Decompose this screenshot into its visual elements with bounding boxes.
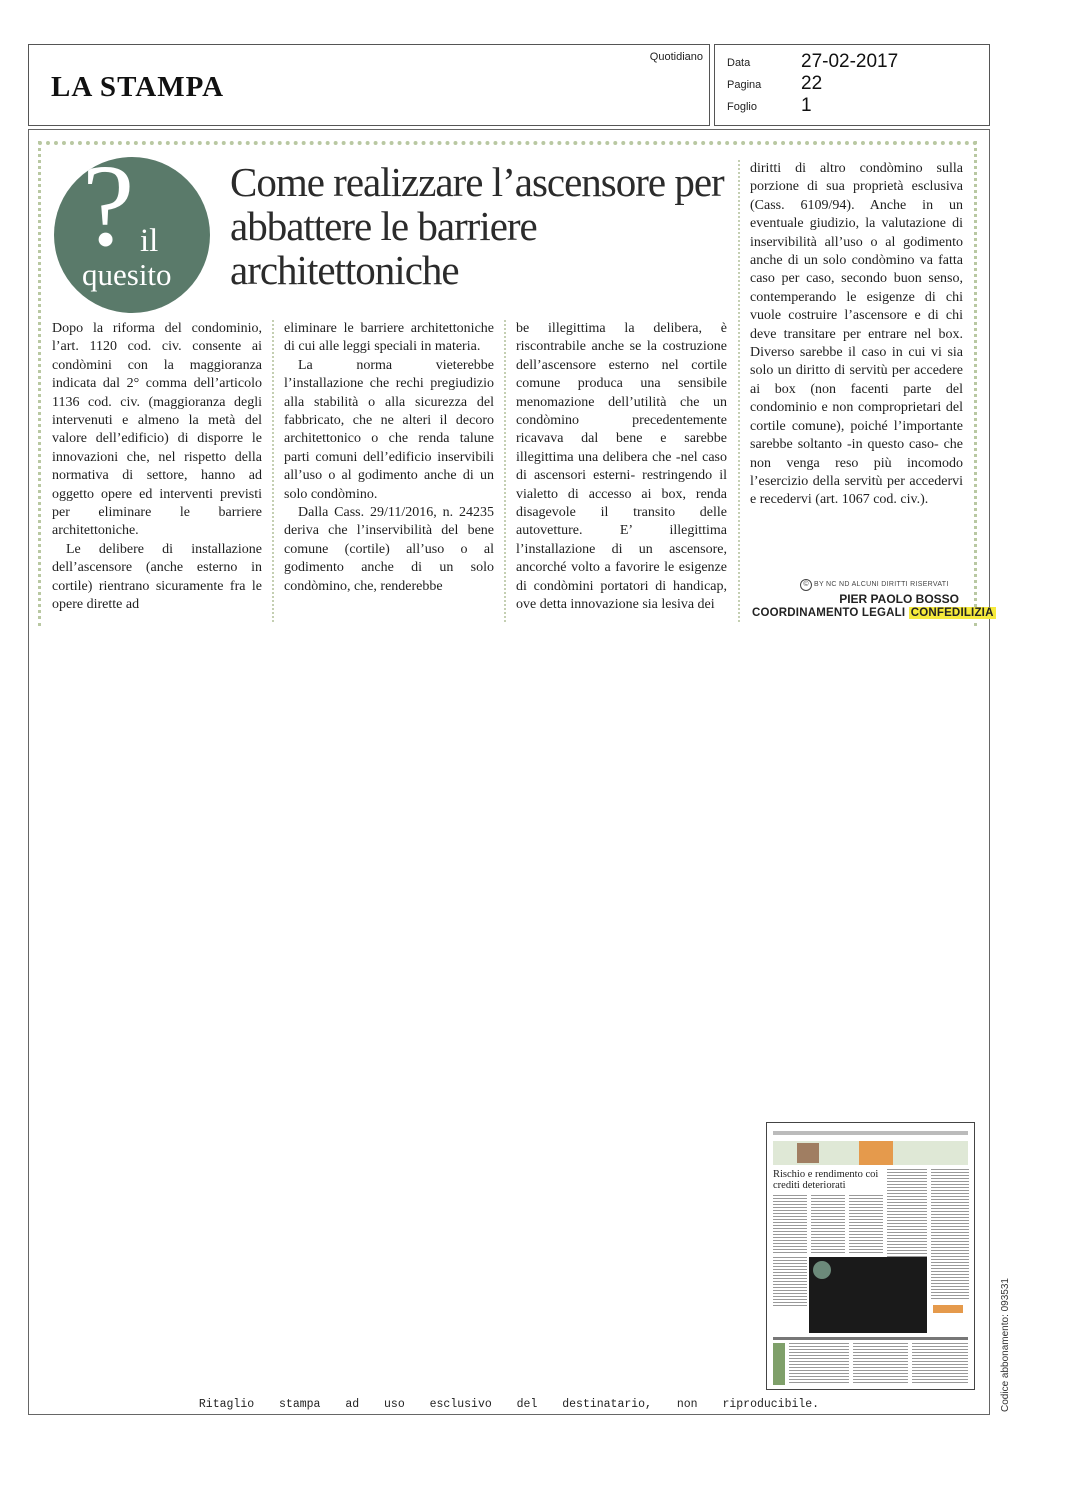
column-divider [504,320,506,622]
header-meta-box [714,44,990,126]
article-column-4 [750,160,963,510]
question-mark-icon: ? [82,157,135,271]
dotted-border-top [38,141,978,145]
thumb-orange-tag [933,1305,963,1313]
article-column-1 [52,320,262,615]
header-left-box [28,44,710,126]
thumb-text-block [853,1343,908,1385]
thumb-text-block [811,1195,845,1253]
thumb-text-block [789,1343,849,1385]
meta-label: Foglio [727,101,757,113]
organization-highlight: CONFEDILIZIA [910,607,994,619]
clipping-notice: Ritaglio stampa ad uso esclusivo del destinatario, non riproducibile. [198,1398,820,1411]
author-name: PIER PAOLO BOSSO [839,592,959,606]
dotted-border-left [38,141,41,626]
badge-line2: quesito [82,257,172,292]
paragraph: Dopo la riforma del condominio, l’art. 1120 cod. civ. consente ai condòmini con la maggioranza indicata dal 2° comma dell’articolo 1136 cod. civ. (maggioranza degli intervenuti e almeno la metà del valore dell’edificio) di disporre le innovazioni che, nel rispetto della normativa di settore, hanno ad oggetto opere ed interventi previsti per eliminare le barriere architettoniche. [52,321,262,539]
column-divider [272,320,274,622]
article-column-2 [284,320,494,596]
paragraph: diritti di altro condòmino sulla porzione di sua proprietà esclusiva (Cass. 6109/94). Anche in un eventuale giudizio, la valutazione di inservibilità all’uso o al godimento anche di un solo condòmino va fatta caso per caso, secondo buon senso, contemperando le esigenze di chi vuole costruire l’ascensore e di chi deve transitare per entrare nel box. Diverso sarebbe il caso in cui vi sia solo un diritto di servitù per accedere ai box (non facenti parte del condominio e non comproprietari del cortile comune), poiché l’importante sarebbe soltanto -in questo caso- che non venga reso più incomodo l’esercizio della servitù per accedervi e recedervi (art. 1067 cod. civ.). [750,161,963,508]
thumb-text-block [773,1257,807,1307]
paragraph: Le delibere di installazione dell’ascensore (anche esterno in cortile) rientrano sicuramente fra le opere dirette ad [52,541,262,613]
article-column-3 [516,320,727,615]
thumb-text-block [773,1195,807,1253]
thumb-text-block [849,1195,883,1253]
meta-label: Pagina [727,79,762,91]
subscription-code: Codice abbonamento: 093531 [1000,1278,1011,1412]
thumb-badge-icon [813,1261,831,1279]
copyright-icon: © [800,579,812,591]
thumb-headline: Rischio e rendimento coi crediti deteriorati [773,1169,879,1191]
paragraph: be illegittima la delibera, è riscontrabile anche se la costruzione dell’ascensore esterno nel cortile comune produca una sensibile menomazione dell’utilità che un condòmino precedentemente ricavava dal bene e sarebbe illegittima una delibera che -nel caso di ascensori esterni- restringendo il vialetto di accesso ai box, renda disagevole il transito delle autovetture. E’ illegittima l’installazione di un ascensore, ancorché volto a favorire le esigenze di condòmini portatori di handicap, ove detta innovazione sia lesiva dei [516,321,727,613]
article-headline: Come realizzare l’ascensore per abbattere le barriere architettoniche [230,159,724,293]
thumb-photo [797,1143,819,1163]
thumb-header-line [773,1131,968,1135]
badge-line1: il [140,223,159,259]
column-divider [738,160,740,622]
il-quesito-badge [54,157,210,313]
masthead: LA STAMPA [51,71,225,103]
meta-value: 1 [801,95,812,116]
meta-value: 22 [801,73,823,94]
page-thumbnail [766,1122,975,1390]
copyright-note: BY NC ND ALCUNI DIRITTI RISERVATI [814,581,949,588]
meta-value: 27-02-2017 [801,51,899,72]
thumb-text-block [912,1343,968,1385]
meta-label: Data [727,57,751,69]
dotted-border-right [974,141,977,626]
paragraph: eliminare le barriere architettoniche di cui alle leggi speciali in materia. [284,321,494,355]
thumb-text-block [931,1169,969,1299]
thumb-divider [773,1337,968,1340]
thumb-orange-block [859,1141,893,1165]
thumb-side-tab [773,1343,785,1385]
publication-type: Quotidiano [649,51,703,63]
paragraph: Dalla Cass. 29/11/2016, n. 24235 deriva che l’inservibilità del bene comune (cortile) all’uso o al godimento anche di un solo condòmino, che, renderebbe [284,505,494,594]
organization-prefix: COORDINAMENTO LEGALI [752,607,909,619]
paragraph: La norma vieterebbe l’installazione che rechi pregiudizio alla stabilità o alla sicurezza del fabbricato, che ne alteri il decoro architettonico o che renda talune parti comuni dell’edificio inservibili all’uso o al godimento anche di un solo condòmino. [284,357,494,502]
author-organization [752,607,996,619]
